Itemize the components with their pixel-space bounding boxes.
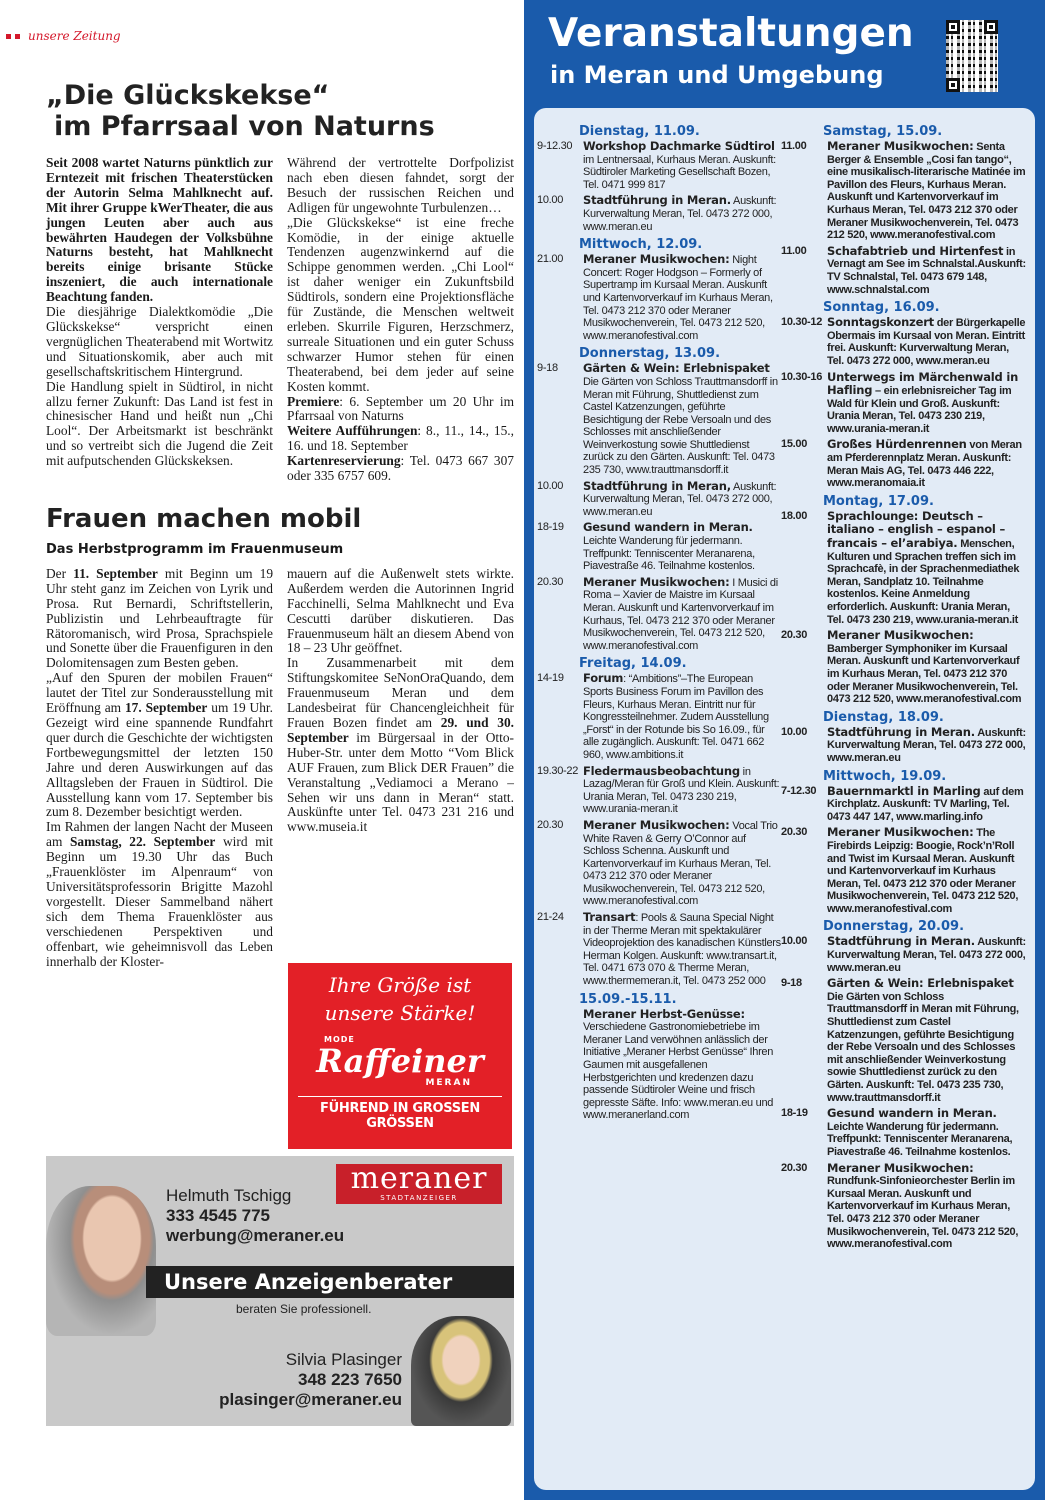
- event-details: Auskunft: Kurverwaltung Meran, Tel. 0473 272 000, www.meran.eu: [583, 195, 777, 233]
- event-item: [781, 629, 1026, 706]
- event-time: 10.30-12: [781, 316, 823, 329]
- event-details: I Musici di Roma – Xavier de Maistre im Kursaal Meran. Auskunft und Kartenvorverkauf im Kurhaus, Tel. 0473 212 370 oder Meraner Musikwochenverein, Tel. 0473 212 520, www.meranofestival.com: [583, 576, 778, 652]
- event-date-heading: 15.09.-15.11.: [579, 991, 677, 1007]
- premiere-text: : 6. September um 20 Uhr im Pfarrsaal von Naturns: [287, 393, 514, 424]
- event-time: 21.00: [537, 253, 564, 266]
- event-time: 20.30: [781, 629, 808, 642]
- text-run-bold: 11. September: [73, 565, 158, 581]
- event-title: Gärten & Wein: Erlebnispaket: [583, 361, 770, 376]
- event-time: 9-18: [537, 362, 558, 375]
- advisor-email[interactable]: werbung@meraner.eu: [166, 1226, 345, 1245]
- event-description: [827, 785, 1026, 824]
- event-date-heading: Samstag, 15.09.: [823, 124, 943, 139]
- event-date-heading: Mittwoch, 12.09.: [579, 237, 703, 253]
- event-item: [537, 911, 782, 988]
- event-details: Vocal Trio White Raven & Gerry O’Connor auf Schloss Schenna. Auskunft und Kartenvorverkauf im Kurhaus Meran, Tel. 0473 212 370 oder Meraner Musikwochenverein, Tel. 0473 212 520, www.meranofestival.com: [583, 819, 778, 908]
- advisor-photo-helmuth: [46, 1186, 156, 1336]
- advisor-name: Helmuth Tschigg: [166, 1186, 292, 1205]
- event-details: Auskunft: Kurverwaltung Meran, Tel. 0473 272 000, www.meran.eu: [827, 936, 1026, 974]
- event-time: 18-19: [781, 1107, 808, 1120]
- event-title: Transart: [583, 910, 636, 925]
- event-title: Forum: [583, 671, 624, 686]
- article1-title: [46, 80, 514, 142]
- meraner-logo-word: meraner: [350, 1161, 488, 1196]
- event-time: 18.00: [781, 509, 808, 522]
- text-run: im Bürgersaal in der Otto-Huber-Str. unter dem Motto “Vom Blick AUF Frauen, zum Blick DER Frauen” die Veranstaltung „Vediamoci a Merano – Sehen wir uns dann in Meran“ statt. Auskünfte unter Tel. 0473 231 216 und www.museia.it: [287, 729, 514, 835]
- event-time: 10.00: [537, 479, 564, 492]
- event-description: [827, 140, 1026, 242]
- event-time: 10.00: [781, 935, 808, 948]
- further-text: : 8., 11., 14., 15., 16. und 18. September: [287, 423, 514, 454]
- text-run-bold: Samstag, 22. September: [69, 834, 216, 850]
- event-title: Stadtführung in Meran.: [827, 724, 975, 739]
- text-run: Der: [46, 565, 74, 581]
- event-description: [583, 1008, 782, 1122]
- advisor-silvia-contact: [219, 1350, 402, 1410]
- event-description: [827, 316, 1026, 367]
- event-description: [827, 977, 1026, 1104]
- qr-code-icon[interactable]: [946, 20, 998, 92]
- event-description: [827, 245, 1026, 296]
- event-title: Stadtführung in Meran.: [827, 934, 975, 949]
- text-run-bold: 17. September: [124, 700, 208, 716]
- meraner-ad[interactable]: [46, 1156, 514, 1426]
- event-title: Stadtführung in Meran.: [583, 193, 731, 208]
- event-item: [537, 253, 782, 342]
- text-run: „Auf den Spuren der mobilen Frauen“ lautet der Titel zur Sonderausstellung mit Eröffnung am: [46, 670, 273, 716]
- event-time: 9-12.30: [537, 140, 573, 152]
- event-title: Gesund wandern in Meran.: [827, 1106, 997, 1121]
- event-description: [827, 629, 1026, 706]
- event-date-heading: Donnerstag, 13.09.: [579, 346, 721, 362]
- event-details: Die Gärten von Schloss Trauttmansdorff in Meran mit Führung, Shuttledienst zum Castel Katzenzungen, geführte Besichtigung der Rebe Versoaln und des Schlosses mit anschließender Weinverkostung sowie Shuttledienst zurück zu den Gärten. Auskunft: Tel. 0473 235 730, www.trauttmansdorff.it: [583, 375, 778, 477]
- event-item: [781, 510, 1026, 626]
- event-details: von Meran am Pferderennplatz Meran. Auskunft: Meran Mais AG, Tel. 0473 446 222, www.meranomaia.it: [827, 439, 1022, 490]
- event-item: [781, 935, 1026, 974]
- event-time: 11.00: [781, 244, 807, 257]
- event-item: [781, 371, 1026, 436]
- article2-paragraph: [46, 820, 273, 969]
- raffeiner-logo: Raffeiner: [316, 1042, 484, 1080]
- article1-premiere: [287, 395, 514, 425]
- event-date-heading: Freitag, 14.09.: [579, 656, 687, 672]
- event-time: 20.30: [781, 1161, 808, 1174]
- event-title: Meraner Herbst-Genüsse:: [583, 1006, 745, 1021]
- advisor-phone: 333 4545 775: [166, 1206, 270, 1225]
- article1-title-line2: im Pfarrsaal von Naturns: [54, 111, 435, 142]
- event-details: Leichte Wanderung für jedermann. Treffpunkt: Tenniscenter Meranarena, Piavestraße 46. Teilnahme kostenlos.: [583, 535, 755, 573]
- article2-paragraph: [46, 671, 273, 820]
- event-description: [827, 1107, 1026, 1158]
- events-list-right: [781, 120, 1026, 1254]
- event-title: Meraner Musikwochen:: [583, 252, 730, 267]
- event-time: 20.30: [537, 575, 564, 588]
- event-details: der Bürgerkapelle Obermais im Kursaal von Meran. Eintritt frei. Auskunft: Kurverwaltung Meran, Tel. 0473 272 000, www.meran.eu: [827, 317, 1026, 367]
- event-item: [537, 480, 782, 519]
- article2-subtitle: Das Herbstprogramm im Frauenmuseum: [46, 541, 344, 557]
- event-description: [583, 194, 782, 233]
- event-date-heading: Dienstag, 11.09.: [579, 124, 700, 139]
- event-item: [537, 576, 782, 653]
- ad-slogan-line2: unsere Stärke!: [324, 1001, 476, 1025]
- event-item: [781, 140, 1026, 242]
- events-list-left: [537, 120, 782, 1125]
- article2-body: [46, 567, 514, 969]
- article1-paragraph: Die Handlung spielt in Südtirol, in nicht allzu ferner Zukunft: Das Land ist fest in chinesischer Hand und heißt nun „Chi Lool“. Der Arbeitsmarkt ist beschränkt und so vertreibt sich die Jugend die Zeit mit aufputschenden Glückskeksen.: [46, 378, 273, 469]
- event-description: [583, 576, 782, 653]
- event-details: Leichte Wanderung für jedermann. Treffpunkt: Tenniscenter Meranarena, Piavestraße 46. Teilnahme kostenlos.: [827, 1120, 1013, 1158]
- event-title: Workshop Dachmarke Südtirol: [583, 139, 775, 153]
- event-title: Meraner Musikwochen:: [827, 628, 974, 643]
- article1-col1: [46, 156, 273, 484]
- event-description: [583, 765, 782, 816]
- event-time: 11.00: [781, 140, 807, 152]
- event-item: [781, 438, 1026, 489]
- event-date-heading: Dienstag, 18.09.: [823, 709, 944, 725]
- event-title: Meraner Musikwochen:: [583, 574, 730, 589]
- text-run: In Zusammenarbeit mit dem Stiftungskomitee SeNonOraQuando, dem Frauenmuseum Meran und dem Landesbeirat für Chancengleichheit für Frauen Bozen findet am: [287, 655, 514, 730]
- event-time: 10.00: [537, 194, 564, 207]
- event-date-heading: Mittwoch, 19.09.: [823, 768, 947, 784]
- event-time: 7-12.30: [781, 784, 817, 797]
- event-details: auf dem Kirchplatz. Auskunft: TV Marling, Tel. 0473 447 147, www.marling.info: [827, 785, 1024, 823]
- article1-paragraph: „Die Glückskekse“ ist eine freche Komödie, in der einige aktuelle Tendenzen augenzwinkernd auf die Schippe genommen werden. „Chi Lool“ ist daher weniger ein Zukunftsbild Südtirols, sondern eine Projektionsfläche für Zustände, die Menschen weltweit erleben. Skurrile Figuren, Herzschmerz, surreale Situationen und ein guter Schuss schwarzer Humor stehen für einen Theaterabend, bei dem jeder auf seine Kosten kommt.: [287, 214, 514, 394]
- event-title: Bauernmarktl in Marling: [827, 783, 981, 798]
- article1-col2: [287, 156, 514, 484]
- event-details: : “Ambitions”–The European Sports Business Forum im Pavillon des Fleurs, Kurhaus Meran. Eintritt nur für Kongressteilnehmer. Zudem Ausstellung „Forst“ in der Rotunde bis So 16.09., für alle zugänglich. Auskunft: Tel. 0471 662 960, www.ambitions.it: [583, 673, 769, 761]
- event-item: [537, 1008, 782, 1122]
- advisors-subline: beraten Sie professionell.: [236, 1302, 372, 1316]
- event-description: [827, 726, 1026, 765]
- event-date-heading: Donnerstag, 20.09.: [823, 919, 965, 935]
- text-run: Im Rahmen der langen Nacht der Museen am: [46, 819, 273, 850]
- event-item: [537, 194, 782, 233]
- event-details: The Firebirds Leipzig: Boogie, Rock’n’Roll and Twist im Kursaal Meran. Auskunft und Kartenvorverkauf im Kurhaus Meran, Tel. 0473 212 370 oder Meraner Musikwochenverein, Tel. 0473 212 520, www.meranofestival.com: [827, 827, 1019, 915]
- event-item: [537, 765, 782, 816]
- event-details: in Vernagt am See im Schnalstal.Auskunft: TV Schnalstal, Tel. 0473 679 148, www.schnalstal.com: [827, 245, 1026, 296]
- article2-col1: [46, 567, 273, 969]
- event-details: Senta Berger & Ensemble „Cosi fan tango“, eine musikalisch-literarische Matinée im Pavillon des Fleurs, Kurhaus Meran. Auskunft und Kartenvorverkauf im Kurhaus Meran, Tel. 0473 212 370 oder Meraner Musikwochenverein, Tel. 0473 212 520, www.meranofestival.com: [827, 141, 1026, 242]
- event-time: 9-18: [781, 977, 802, 990]
- events-subtitle: in Meran und Umgebung: [550, 61, 884, 89]
- event-details: Rundfunk-Sinfonieorchester Berlin im Kursaal Meran. Auskunft und Kartenvorverkauf im Kurhaus Meran, Tel. 0473 212 370 oder Meraner Musikwochenverein, Tel. 0473 212 520, www.meranofestival.com: [827, 1175, 1019, 1251]
- event-description: [583, 521, 782, 572]
- advisor-photo-silvia: [411, 1316, 511, 1426]
- article2-paragraph: mauern auf die Außenwelt stets wirkte. Außerdem werden die Autorinnen Ingrid Facchinelli, Selma Mahlknecht und Eva Cescutti darüber diskutieren. Das Frauenmuseum hält an diesem Abend von 18 – 23 Uhr geöffnet.: [287, 565, 514, 656]
- advisor-phone: 348 223 7650: [298, 1370, 402, 1389]
- event-description: [583, 480, 782, 519]
- ad-slogan-line1: Ihre Größe ist: [328, 973, 472, 997]
- event-time: 21-24: [537, 911, 564, 924]
- raffeiner-ad[interactable]: [288, 963, 512, 1149]
- event-details: Bamberger Symphoniker im Kursaal Meran. Auskunft und Kartenvorverkauf im Kurhaus Meran, Tel. 0473 212 370 oder Meraner Musikwochenverein, Tel. 0473 212 520, www.meranofestival.com: [827, 642, 1022, 706]
- event-item: [537, 362, 782, 476]
- event-time: 20.30: [537, 818, 564, 831]
- event-date-heading: Montag, 17.09.: [823, 493, 934, 509]
- article1-paragraph: Die diesjährige Dialektkomödie „Die Glückskekse“ verspricht einen vergnüglichen Theaterabend mit Wortwitz und Situationskomik, aber auch mit gesellschaftskritischem Hintergrund.: [46, 304, 273, 379]
- event-details: Menschen, Kulturen und Sprachen treffen sich im Sprachcafè, in der Sprachenmediathek Meran, Sandplatz 10. Teilnahme kostenlos. Keine Anmeldung erforderlich. Auskunft: Urania Meran, Tel. 0473 230 219, www.urania-meran.it: [827, 538, 1020, 626]
- event-description: [827, 438, 1026, 489]
- event-item: [781, 316, 1026, 367]
- article1-further: [287, 424, 514, 454]
- event-title: Gesund wandern in Meran.: [583, 520, 753, 535]
- event-description: [827, 371, 1026, 436]
- event-time: 19.30-22: [537, 764, 579, 777]
- text-run: mit Beginn um 19 Uhr steht ganz im Zeichen von Lyrik und Prosa. Rut Bernardi, Schriftstellerin, Publizistin und Lehrbeauftragte für Rätoromanisch, wird Prosa, Sprachspiele und Sonette über die Frauenfiguren in den Dolomitensagen zum Besten geben.: [46, 565, 274, 671]
- further-label: Weitere Aufführungen: [287, 423, 418, 439]
- left-column: [46, 80, 514, 969]
- event-title: Unterwegs im Märchenwald in Hafling: [827, 369, 1019, 398]
- article2-col2: [287, 567, 514, 969]
- qr-finder-mark: [946, 20, 960, 34]
- event-title: Meraner Musikwochen:: [827, 825, 974, 840]
- event-details: im Lentnersaal, Kurhaus Meran. Auskunft: Südtiroler Marketing Gesellschaft Bozen, Tel. 0471 999 817: [583, 153, 776, 191]
- event-description: [827, 935, 1026, 974]
- meraner-logo: [336, 1161, 502, 1204]
- event-details: : Pools & Sauna Special Night in der Therme Meran mit spektakulärer Videoprojektion des kanadischen Künstlers Herman Kolgen. Auskunft: www.transart.it, Tel. 0471 673 070 & Therme Meran, www.thermemeran.it, Tel. 0473 252 000: [583, 912, 781, 988]
- tickets-label: Kartenreservierung: [287, 453, 401, 469]
- event-details: – ein erlebnisreicher Tag im Wald für Klein und Groß. Auskunft: Urania Meran, Tel. 0473 230 219, www.urania-meran.it: [827, 385, 1012, 435]
- event-title: Stadtführung in Meran,: [583, 478, 731, 493]
- text-run: um 19 Uhr. Gezeigt wird eine spannende Rundfahrt quer durch die Geschichte der wichtigsten Fortbewegungsmittel der letzten 150 Jahre und deren Auswirkungen auf das Alltagsleben der Frauen in Südtirol. Die Ausstellung kann vom 17. September bis zum 8. Dezember besichtigt werden.: [46, 700, 273, 820]
- event-title: Sprachlounge: Deutsch – italiano – english – espanol – francais – el’arabiya.: [827, 508, 1006, 551]
- event-time: 10.00: [781, 725, 808, 738]
- article2-paragraph: [46, 567, 273, 671]
- article1-lead: Seit 2008 wartet Naturns pünktlich zur Erntezeit mit frischen Theaterstücken der Autorin Selma Mahlknecht auf. Mit ihrer Gruppe kWerTheater, die aus jungen Leuten aber auch aus bewährten Haudegen der Volksbühne Naturns besteht, hat Mahlknecht bereits einige brisante Stücke inszeniert, die auch internationale Beachtung fanden.: [46, 155, 273, 305]
- event-description: [583, 819, 782, 908]
- event-item: [537, 672, 782, 761]
- event-date-heading: Sonntag, 16.09.: [823, 300, 940, 316]
- qr-finder-mark: [946, 78, 960, 92]
- event-details: Auskunft: Kurverwaltung Meran, Tel. 0473 272 000, www.meran.eu: [583, 480, 777, 518]
- qr-finder-mark: [984, 20, 998, 34]
- event-item: [781, 785, 1026, 824]
- tickets-text: : Tel. 0473 667 307 oder 335 6757 609.: [287, 453, 514, 484]
- event-title: Meraner Musikwochen:: [827, 139, 974, 153]
- event-item: [781, 1162, 1026, 1251]
- event-time: 18-19: [537, 521, 564, 534]
- text-run: wird mit Beginn um 19.30 Uhr das Buch „Frauenklöster im Alpenraum“ von Universitätsprofessorin Brigitte Mazohl vorgestellt. Dieser Sammelband nähert sich dem Thema Frauenklöster aus verschiedenen Perspektiven und offenbart, wie geheimnisvoll das Leben innerhalb der Kloster-: [46, 834, 273, 969]
- event-description: [583, 672, 782, 761]
- marker-square: [15, 34, 20, 39]
- event-description: [827, 510, 1026, 626]
- event-item: [537, 521, 782, 572]
- ad-mode-label: MODE: [324, 1035, 355, 1044]
- event-title: Meraner Musikwochen:: [583, 817, 730, 832]
- event-details: Verschiedene Gastronomiebetriebe im Meraner Land verwöhnen anlässlich der Initiative „Meraner Herbst Genüsse“ Ihren Gaumen mit ausgefallenen Herbstgerichten und kredenzen dazu passende Südtiroler Weine und frisch gepresste Säfte. Info: www.meran.eu und www.meranerland.com: [583, 1021, 774, 1122]
- event-item: [781, 826, 1026, 915]
- event-item: [781, 245, 1026, 296]
- premiere-label: Premiere: [287, 393, 340, 409]
- text-run-bold: 29. und 30. September: [287, 715, 514, 745]
- event-item: [781, 726, 1026, 765]
- event-description: [583, 140, 782, 191]
- event-title: Schafabtrieb und Hirtenfest: [827, 243, 1004, 258]
- event-details: Die Gärten von Schloss Trauttmansdorff in Meran mit Führung, Shuttledienst zum Castel Katzenzungen, geführte Besichtigung der Rebe Versoaln und des Schlosses mit anschließender Weinverkostung sowie Shuttledienst zurück zu den Gärten. Auskunft: Tel. 0473 235 730, www.trauttmansdorff.it: [827, 990, 1019, 1104]
- advisor-email[interactable]: plasinger@meraner.eu: [219, 1390, 402, 1409]
- advisor-helmuth-contact: [166, 1186, 344, 1246]
- advisor-name: Silvia Plasinger: [285, 1350, 402, 1369]
- event-item: [537, 140, 782, 191]
- event-item: [537, 819, 782, 908]
- article2-paragraph: [287, 656, 514, 835]
- event-details: in Lazag/Meran für Groß und Klein. Auskunft: Urania Meran, Tel. 0473 230 219, www.urania-meran.it: [583, 765, 780, 816]
- page-header: [6, 26, 121, 46]
- ad-divider: [298, 1096, 502, 1097]
- event-time: 15.00: [781, 438, 808, 451]
- event-description: [827, 1162, 1026, 1251]
- event-title: Meraner Musikwochen:: [827, 1160, 974, 1175]
- article2-title: Frauen machen mobil: [46, 503, 362, 534]
- event-title: Großes Hürdenrennen: [827, 437, 967, 452]
- event-details: Auskunft: Kurverwaltung Meran, Tel. 0473 272 000, www.meran.eu: [827, 726, 1026, 764]
- event-title: Sonntagskonzert: [827, 315, 934, 330]
- meraner-logo-sub: STADTANZEIGER: [380, 1194, 458, 1202]
- article1-tickets: [287, 454, 514, 484]
- article1-paragraph: Während der vertrottelte Dorfpolizist nach eben diesen fahndet, sorgt der Besuch der russischen Reichen und Adligen für ungewohnte Turbulenzen…: [287, 155, 514, 215]
- article1-title-line1: „Die Glückskekse“: [46, 80, 330, 111]
- events-title: Veranstaltungen: [548, 11, 914, 56]
- advisors-banner: Unsere Anzeigenberater: [146, 1266, 514, 1298]
- raffeiner-city: MERAN: [425, 1078, 472, 1088]
- article1-body: [46, 156, 514, 484]
- event-description: [583, 253, 782, 342]
- event-time: 20.30: [781, 826, 808, 839]
- ad-claim: FÜHREND IN GROSSEN GRÖSSEN: [320, 1101, 480, 1131]
- event-description: [583, 911, 782, 988]
- event-details: Night Concert: Roger Hodgson – Formerly of Supertramp im Kursaal Meran. Auskunft und Kartenvorverkauf im Kurhaus Meran, Tel. 0473 212 370 oder Meraner Musikwochenverein, Tel. 0473 212 520, www.meranofestival.com: [583, 254, 773, 342]
- event-item: [781, 1107, 1026, 1158]
- event-item: [781, 977, 1026, 1104]
- publication-brand: unsere Zeitung: [28, 29, 121, 43]
- event-title: Gärten & Wein: Erlebnispaket: [827, 976, 1014, 991]
- event-time: [537, 1008, 583, 1122]
- event-title: Fledermausbeobachtung: [583, 763, 740, 778]
- event-description: [583, 362, 782, 476]
- event-time: 10.30-16: [781, 370, 823, 383]
- event-description: [827, 826, 1026, 915]
- marker-square: [6, 34, 11, 39]
- event-time: 14-19: [537, 672, 564, 685]
